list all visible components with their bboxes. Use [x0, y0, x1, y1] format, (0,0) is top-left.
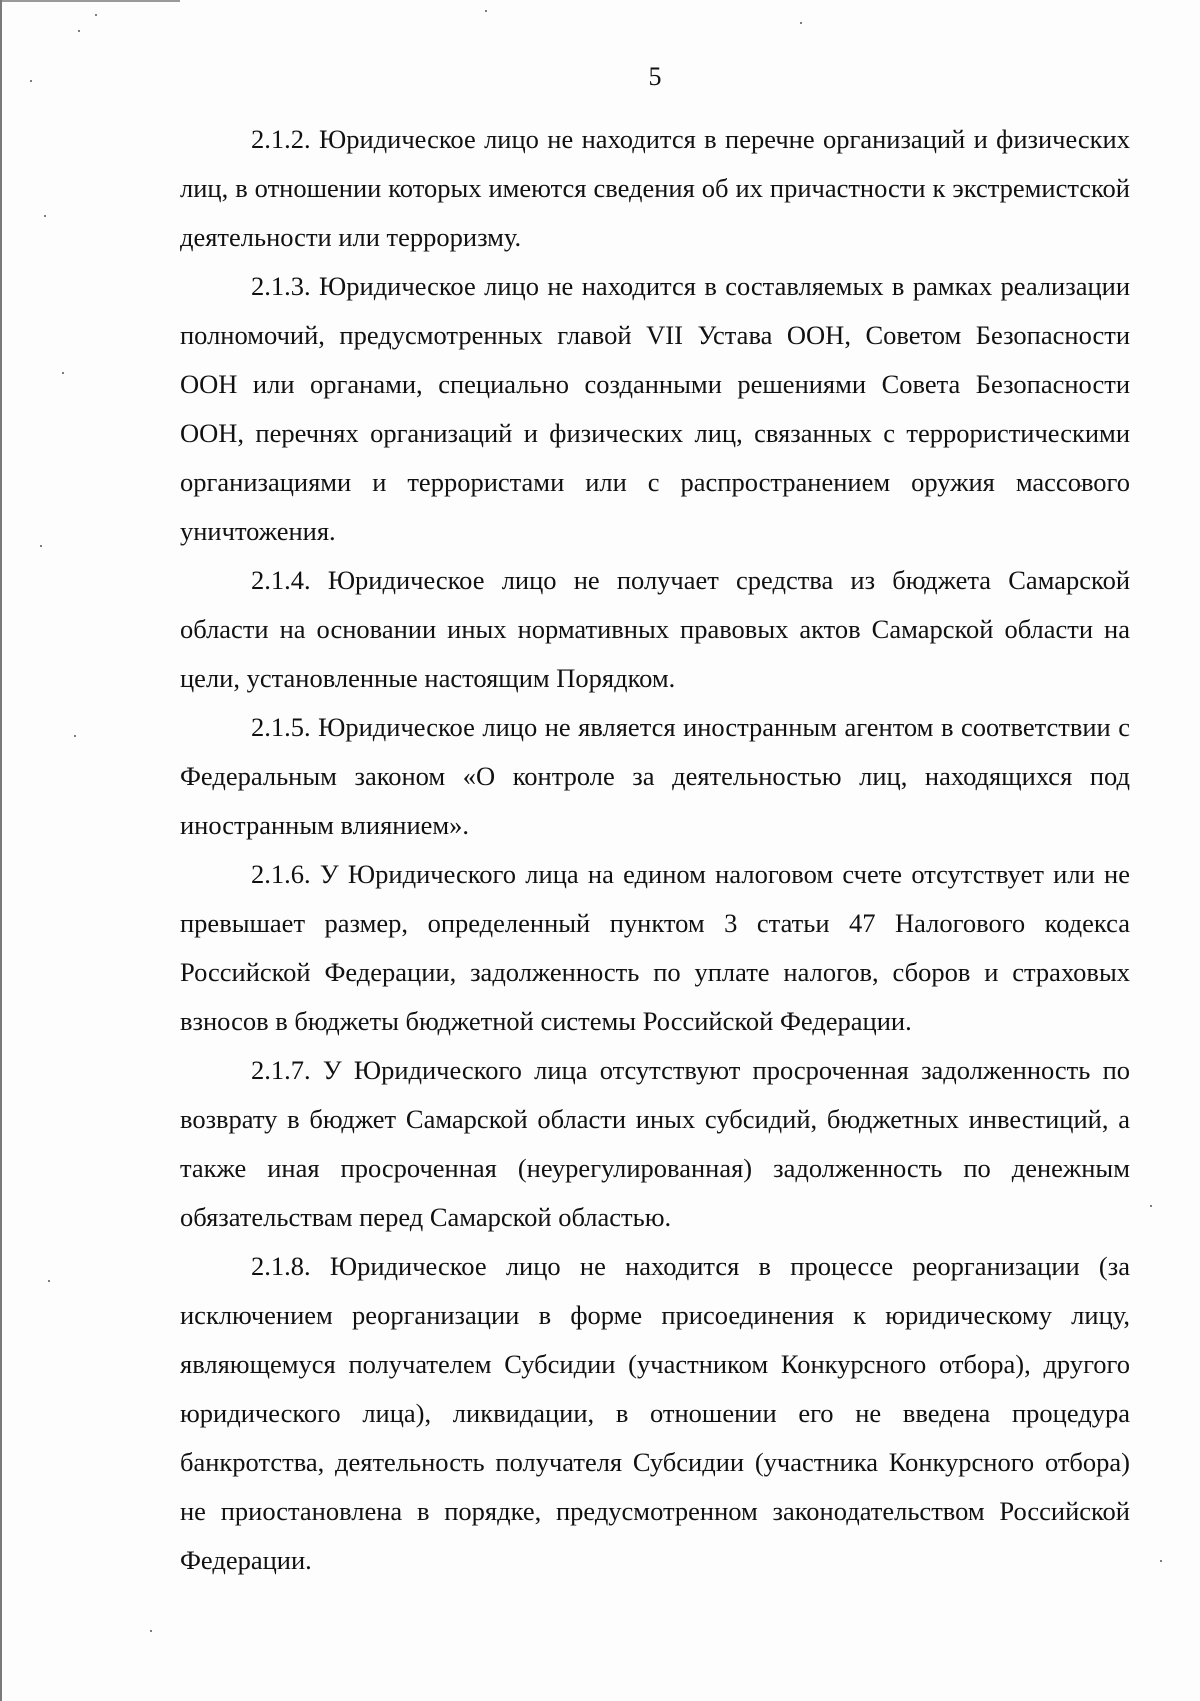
scan-speck	[62, 372, 64, 374]
scan-speck	[44, 215, 46, 217]
paragraph-2-1-6: 2.1.6. У Юридического лица на едином налоговом счете отсутствует или не превышает размер, определенный пунктом 3 статьи 47 Налогового кодекса Российской Федерации, задолженность по уплате налогов, сборов и страховых взносов в бюджеты бюджетной системы Российской Федерации.	[180, 859, 1130, 1036]
scan-speck	[78, 30, 80, 32]
page-number: 5	[648, 62, 662, 91]
scan-speck	[48, 1280, 50, 1282]
document-body	[180, 115, 1130, 1585]
paragraph-2-1-3: 2.1.3. Юридическое лицо не находится в составляемых в рамках реализации полномочий, предусмотренных главой VII Устава ООН, Советом Безопасности ООН или органами, специально созданными решениями Совета Безопасности ООН, перечнях организаций и физических лиц, связанных с террористическими организациями и террористами или с распространением оружия массового уничтожения.	[180, 271, 1130, 546]
paragraph-2-1-2: 2.1.2. Юридическое лицо не находится в перечне организаций и физических лиц, в отношении которых имеются сведения об их причастности к экстремистской деятельности или терроризму.	[180, 124, 1130, 252]
paragraph-2-1-7: 2.1.7. У Юридического лица отсутствуют просроченная задолженность по возврату в бюджет Самарской области иных субсидий, бюджетных инвестиций, а также иная просроченная (неурегулированная) задолженность по денежным обязательствам перед Самарской областью.	[180, 1055, 1130, 1232]
scan-speck	[74, 735, 76, 737]
scan-speck	[800, 22, 802, 24]
scan-speck	[1150, 1205, 1152, 1207]
paragraph-2-1-5: 2.1.5. Юридическое лицо не является иностранным агентом в соответствии с Федеральным законом «О контроле за деятельностью лиц, находящихся под иностранным влиянием».	[180, 712, 1130, 840]
scan-speck	[95, 14, 97, 16]
paragraph-2-1-8: 2.1.8. Юридическое лицо не находится в процессе реорганизации (за исключением реорганизации в форме присоединения к юридическому лицу, являющемуся получателем Субсидии (участником Конкурсного отбора), другого юридического лица), ликвидации, в отношении его не введена процедура банкротства, деятельность получателя Субсидии (участника Конкурсного отбора) не приостановлена в порядке, предусмотренном законодательством Российской Федерации.	[180, 1251, 1130, 1575]
scan-edge-top	[0, 0, 180, 2]
scan-speck	[1160, 1560, 1162, 1562]
scan-speck	[40, 545, 42, 547]
scan-speck	[150, 1630, 152, 1632]
scan-edge-left	[0, 0, 2, 1701]
paragraph-2-1-4: 2.1.4. Юридическое лицо не получает средства из бюджета Самарской области на основании иных нормативных правовых актов Самарской области на цели, установленные настоящим Порядком.	[180, 565, 1130, 693]
scan-speck	[485, 10, 487, 12]
